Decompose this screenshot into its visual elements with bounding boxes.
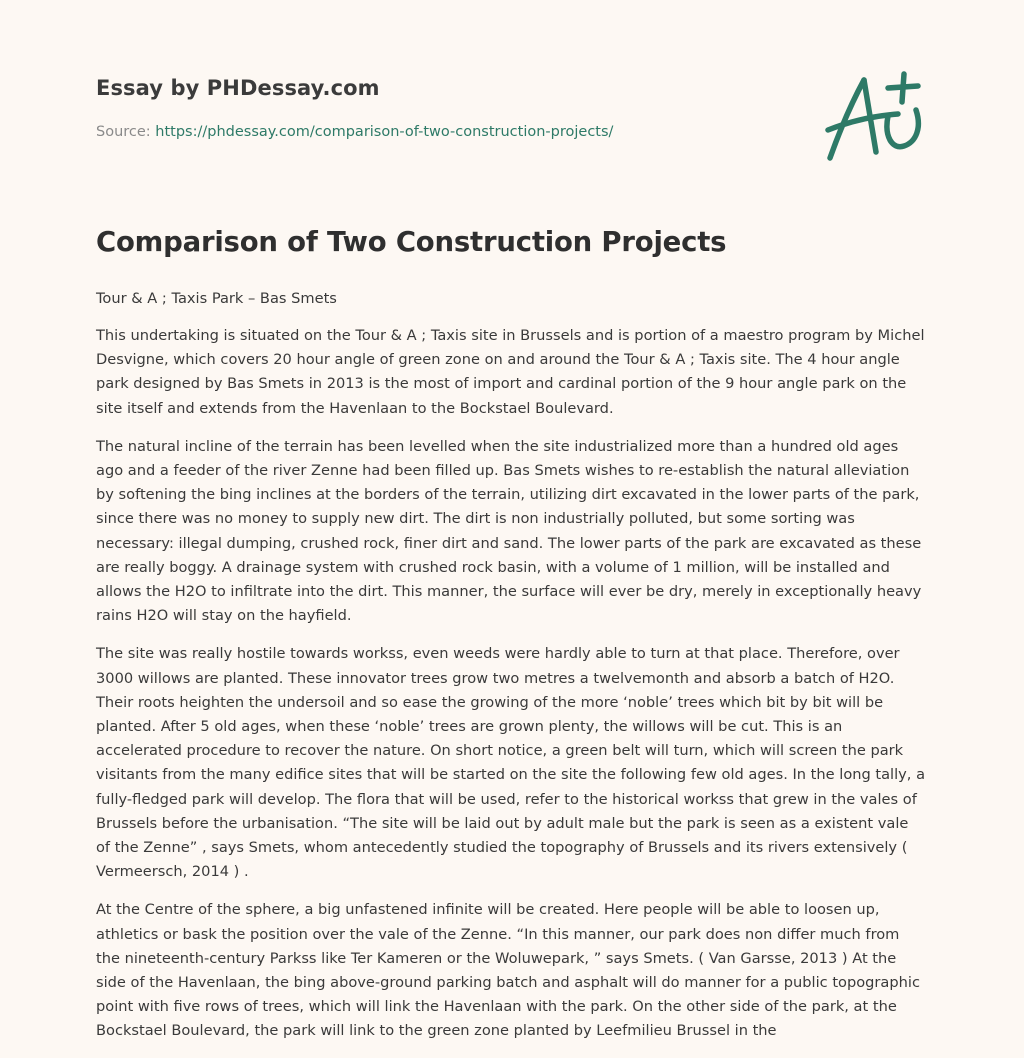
- source-line: [96, 124, 613, 140]
- source-label: Source:: [96, 124, 156, 140]
- source-link[interactable]: https://phdessay.com/comparison-of-two-construction-projects/: [155, 124, 614, 140]
- paragraph: The natural incline of the terrain has been levelled when the site industrialized more than a hundred old ages ago and a feeder of the river Zenne had been filled up. Bas Smets wishes to re-establish the natural alleviation by softening the bing inclines at the borders of the terrain, utilizing dirt excavated in the lower parts of the park, since there was no money to supply new dirt. The dirt is non industrially polluted, but some sorting was necessary: illegal dumping, crushed rock, finer dirt and sand. The lower parts of the park are excavated as these are really boggy. A drainage system with crushed rock basin, with a volume of 1 million, will be installed and allows the H2O to infiltrate into the dirt. This manner, the surface will ever be dry, merely in exceptionally heavy rains H2O will stay on the hayfield.: [96, 437, 922, 625]
- a-plus-logo-icon: [818, 66, 930, 166]
- paragraph: At the Centre of the sphere, a big unfastened infinite will be created. Here people will be able to loosen up, athletics or bask the position over the vale of the Zenne. “In this manner, our park does non differ much from the nineteenth-century Parkss like Ter Kameren or the Woluwepark, ” says Smets. ( Van Garsse, 2013 ) At the side of the Havenlaan, the bing above-ground parking batch and asphalt will do manner for a public topographic point with five rows of trees, which will link the Havenlaan with the park. On the other side of the park, at the Bockstael Boulevard, the park will link to the green zone planted by Leefmilieu Brussel in the: [96, 901, 920, 1040]
- paragraph: The site was really hostile towards workss, even weeds were hardly able to turn at that place. Therefore, over 3000 willows are planted. These innovator trees grow two metres a twelvemonth and absorb a batch of H2O. Their roots heighten the undersoil and so ease the growing of the more ‘noble’ trees which bit by bit will be planted. After 5 old ages, when these ‘noble’ trees are grown plenty, the willows will be cut. This is an accelerated procedure to recover the nature. On short notice, a green belt will turn, which will screen the park visitants from the many edifice sites that will be started on the site the following few old ages. In the long tally, a fully-fledged park will develop. The flora that will be used, refer to the historical workss that grew in the vales of Brussels before the urbanisation. “The site will be laid out by adult male but the park is seen as a existent vale of the Zenne” , says Smets, whom antecedently studied the topography of Brussels and its rivers extensively ( Vermeersch, 2014 ) .: [96, 645, 926, 881]
- essay-body: [96, 287, 926, 1058]
- site-brand: Essay by PHDessay.com: [96, 76, 380, 100]
- essay-subtitle: Tour & A ; Taxis Park – Bas Smets: [96, 290, 337, 307]
- paragraph: This undertaking is situated on the Tour & A ; Taxis site in Brussels and is portion of a maestro program by Michel Desvigne, which covers 20 hour angle of green zone on and around the Tour & A ; Taxis site. The 4 hour angle park designed by Bas Smets in 2013 is the most of import and cardinal portion of the 9 hour angle park on the site itself and extends from the Havenlaan to the Bockstael Boulevard.: [96, 327, 925, 417]
- page-title: Comparison of Two Construction Projects: [96, 226, 727, 258]
